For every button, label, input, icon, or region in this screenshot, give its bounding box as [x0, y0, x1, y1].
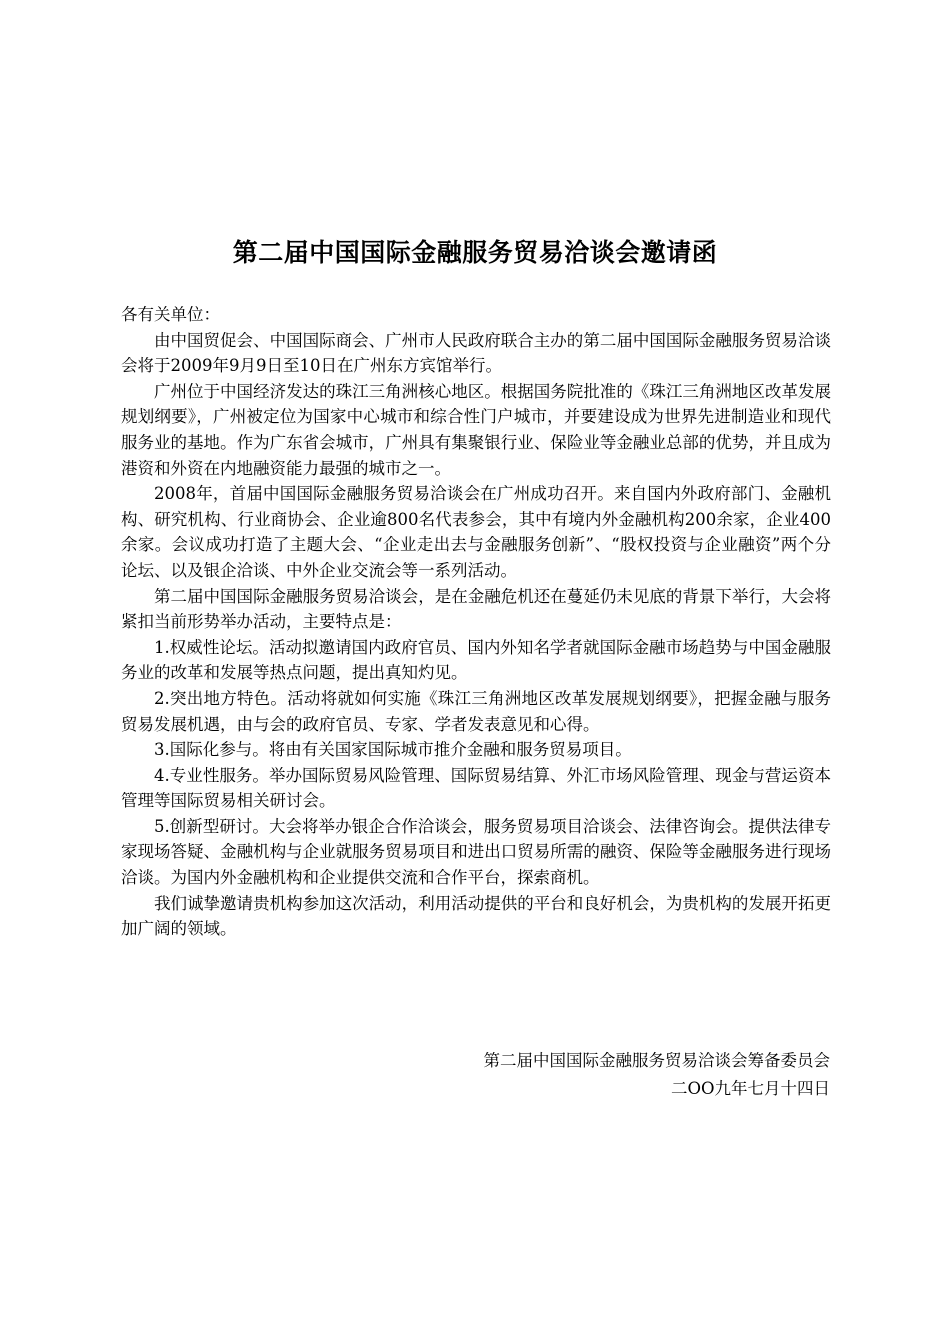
- feature-item-5: 5.创新型研讨。大会将举办银企合作洽谈会，服务贸易项目洽谈会、法律咨询会。提供法律专家现场答疑、金融机构与企业就服务贸易项目和进出口贸易所需的融资、保险等金融服务进行现场洽谈。为国内外金融机构和企业提供交流和合作平台，探索商机。: [121, 816, 831, 888]
- paragraph-guangzhou: 广州位于中国经济发达的珠江三角洲核心地区。根据国务院批准的《珠江三角洲地区改革发展规划纲要》，广州被定位为国家中心城市和综合性门户城市，并要建设成为世界先进制造业和现代服务业的基地。作为广东省会城市，广州具有集聚银行业、保险业等金融业总部的优势，并且成为港资和外资在内地融资能力最强的城市之一。: [121, 381, 831, 478]
- feature-item-4: 4.专业性服务。举办国际贸易风险管理、国际贸易结算、外汇市场风险管理、现金与营运资本管理等国际贸易相关研讨会。: [121, 765, 831, 811]
- salutation: 各有关单位：: [121, 305, 220, 324]
- feature-item-2: 2.突出地方特色。活动将就如何实施《珠江三角洲地区改革发展规划纲要》，把握金融与服务贸易发展机遇，由与会的政府官员、专家、学者发表意见和心得。: [121, 688, 831, 734]
- document-title: 第二届中国国际金融服务贸易洽谈会邀请函: [232, 238, 718, 267]
- signature-organizer: 第二届中国国际金融服务贸易洽谈会筹备委员会: [483, 1051, 830, 1070]
- feature-item-3: 3.国际化参与。将由有关国家国际城市推介金融和服务贸易项目。: [154, 740, 632, 760]
- paragraph-invitation: 我们诚挚邀请贵机构参加这次活动，利用活动提供的平台和良好机会，为贵机构的发展开拓更加广阔的领域。: [121, 893, 831, 939]
- paragraph-2008-review: 2008年，首届中国国际金融服务贸易洽谈会在广州成功召开。来自国内外政府部门、金融机构、研究机构、行业商协会、企业逾800名代表参会，其中有境内外金融机构200余家，企业400余家。会议成功打造了主题大会、“企业走出去与金融服务创新”、“股权投资与企业融资”两个分论坛、以及银企洽谈、中外企业交流会等一系列活动。: [121, 484, 831, 580]
- paragraph-features-intro: 第二届中国国际金融服务贸易洽谈会，是在金融危机还在蔓延仍未见底的背景下举行，大会将紧扣当前形势举办活动，主要特点是：: [121, 586, 831, 632]
- signature-block: [400, 1047, 830, 1103]
- letter-body: [121, 302, 831, 942]
- signature-date: 二OO九年七月十四日: [670, 1079, 830, 1098]
- paragraph-intro: 由中国贸促会、中国国际商会、广州市人民政府联合主办的第二届中国国际金融服务贸易洽谈会将于2009年9月9日至10日在广州东方宾馆举行。: [121, 330, 831, 376]
- feature-item-1: 1.权威性论坛。活动拟邀请国内政府官员、国内外知名学者就国际金融市场趋势与中国金融服务业的改革和发展等热点问题，提出真知灼见。: [121, 637, 831, 683]
